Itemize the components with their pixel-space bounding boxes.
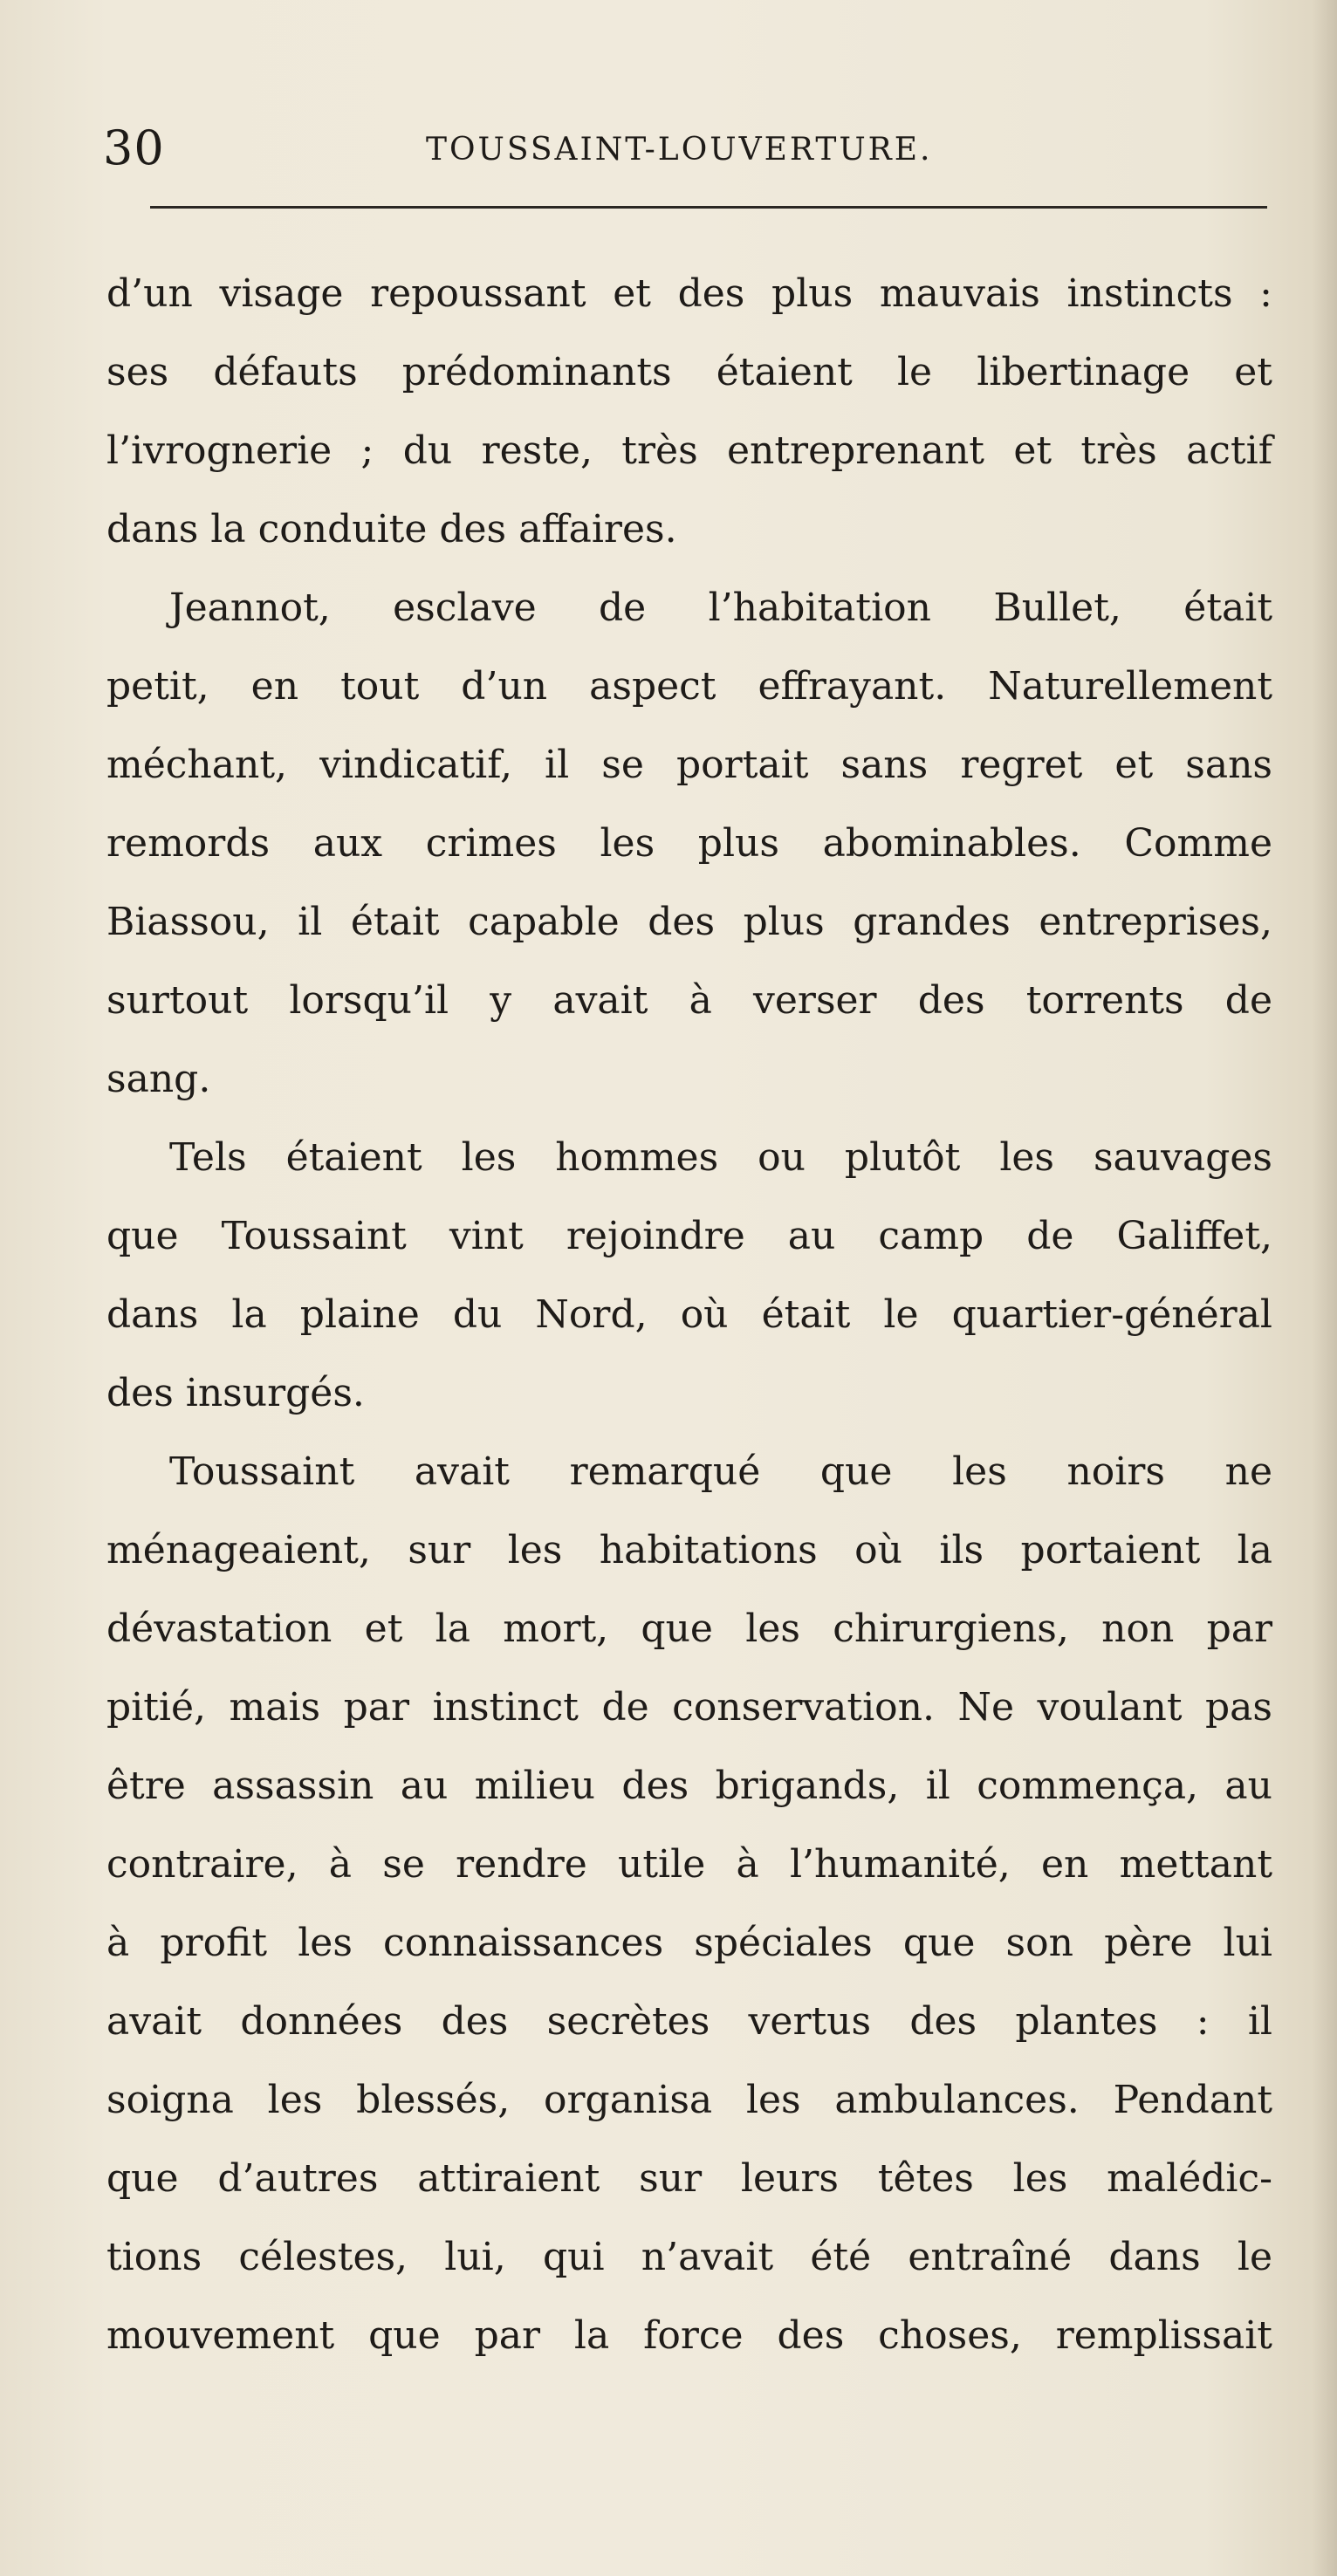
text-line: petit, en tout d’un aspect effrayant. Naturellement bbox=[106, 664, 1272, 709]
text-line: des insurgés. bbox=[106, 1371, 365, 1415]
text-line: dans la conduite des affaires. bbox=[106, 507, 677, 552]
text-line: ses défauts prédominants étaient le libertinage et bbox=[106, 350, 1272, 394]
text-line: méchant, vindicatif, il se portait sans regret et sans bbox=[106, 743, 1272, 787]
text-line: surtout lorsqu’il y avait à verser des torrents de bbox=[106, 978, 1272, 1023]
text-line: mouvement que par la force des choses, remplissait bbox=[106, 2313, 1272, 2358]
text-line: pitié, mais par instinct de conservation. Ne voulant pas bbox=[106, 1685, 1272, 1730]
text-line: tions célestes, lui, qui n’avait été entraîné dans le bbox=[106, 2235, 1272, 2279]
text-line: Jeannot, esclave de l’habitation Bullet, était bbox=[169, 586, 1272, 630]
text-line: à profit les connaissances spéciales que son père lui bbox=[106, 1921, 1272, 1965]
text-line: dévastation et la mort, que les chirurgiens, non par bbox=[106, 1607, 1272, 1651]
running-head bbox=[103, 122, 1269, 175]
text-line: Tels étaient les hommes ou plutôt les sauvages bbox=[169, 1135, 1272, 1180]
text-line: ménageaient, sur les habitations où ils portaient la bbox=[106, 1528, 1272, 1572]
text-line: être assassin au milieu des brigands, il commença, au bbox=[106, 1764, 1272, 1808]
text-line: l’ivrognerie ; du reste, très entreprenant et très actif bbox=[106, 428, 1272, 473]
text-line: sang. bbox=[106, 1057, 211, 1101]
text-line: que Toussaint vint rejoindre au camp de Galiffet, bbox=[106, 1214, 1272, 1258]
running-title: TOUSSAINT-LOUVERTURE. bbox=[426, 132, 933, 168]
text-line: remords aux crimes les plus abominables. Comme bbox=[106, 821, 1272, 866]
page-number: 30 bbox=[103, 120, 165, 175]
text-line: que d’autres attiraient sur leurs têtes les malédic- bbox=[106, 2156, 1272, 2201]
text-line: avait données des secrètes vertus des plantes : il bbox=[106, 1999, 1272, 2044]
text-line: soigna les blessés, organisa les ambulances. Pendant bbox=[106, 2078, 1272, 2122]
text-line: d’un visage repoussant et des plus mauvais instincts : bbox=[106, 271, 1272, 316]
text-line: Toussaint avait remarqué que les noirs ne bbox=[169, 1449, 1272, 1494]
header-rule bbox=[150, 206, 1267, 209]
body-text bbox=[106, 255, 1272, 2375]
text-line: dans la plaine du Nord, où était le quartier-général bbox=[106, 1292, 1272, 1337]
text-line: Biassou, il était capable des plus grandes entreprises, bbox=[106, 900, 1272, 944]
text-line: contraire, à se rendre utile à l’humanité, en mettant bbox=[106, 1842, 1272, 1887]
